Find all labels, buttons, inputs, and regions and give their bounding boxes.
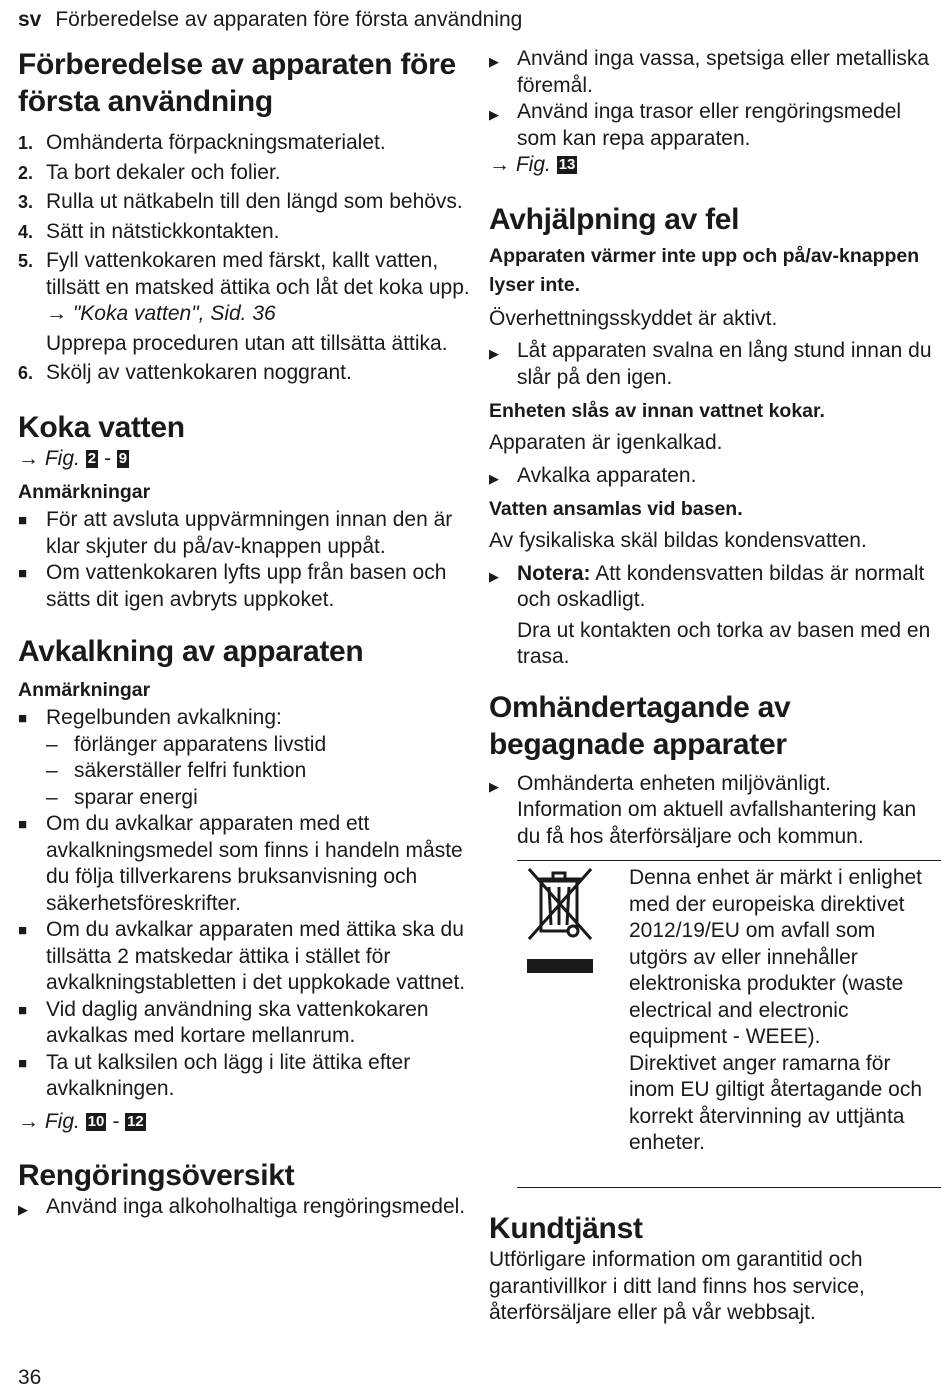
fault-title: Vatten ansamlas vid basen.	[489, 498, 743, 520]
fault-cause: Överhettningsskyddet är aktivt.	[489, 306, 778, 330]
square-bullet-icon: ■	[18, 565, 28, 582]
list-item: ▶ Omhänderta enheten miljövänligt.	[489, 771, 941, 798]
fault-title: Enheten slås av innan vattnet kokar.	[489, 400, 825, 422]
square-bullet-icon: ■	[18, 1001, 28, 1019]
section-heading-troubleshooting: Avhjälpning av fel	[489, 202, 740, 236]
list-item: ▶ Låt apparaten svalna en lång stund innan du slår på den igen.	[489, 339, 932, 389]
triangle-bullet-icon: ▶	[489, 470, 499, 486]
figure-badge: 12	[127, 1112, 144, 1130]
list-item: 6. Skölj av vattenkokaren noggrant.	[18, 361, 352, 384]
list-item: ■ Om du avkalkar apparaten med ett avkalkningsmedel som finns i handeln måste du följa tillverkarens bruksanvisning och säkerhetsföreskrifter.	[18, 812, 463, 915]
page-number: 36	[18, 1366, 42, 1389]
figure-badge: 10	[87, 1112, 105, 1130]
list-item: ■ Om du avkalkar apparaten med ättika ska du tillsätta 2 matskedar ättika i stället för avkalkningstabletten i det uppkokade vattnet.	[18, 918, 466, 994]
language-code: sv	[18, 8, 42, 31]
dash-bullet-icon: –	[46, 785, 58, 809]
service-text: Utförligare information om garantitid och garantivillkor i ditt land finns hos service, återförsäljare eller på vår webbsajt.	[489, 1248, 865, 1324]
running-header	[18, 8, 522, 32]
notes-title: Anmärkningar	[18, 481, 151, 503]
square-bullet-icon: ■	[18, 512, 28, 529]
square-bullet-icon: ■	[18, 816, 28, 833]
triangle-bullet-icon: ▶	[489, 54, 499, 69]
left-column	[18, 46, 470, 1221]
fault-title: Apparaten värmer inte upp och på/av-knappen lyser inte.	[489, 244, 920, 296]
fault-fix: Dra ut kontakten och torka av basen med en trasa.	[517, 618, 931, 668]
list-item: ■ Vid daglig användning ska vattenkokaren avkalkas med kortare mellanrum.	[18, 997, 429, 1047]
list-item: 4. Sätt in nätstickkontakten.	[18, 219, 280, 243]
figure-badge: 13	[558, 156, 576, 173]
list-item: – förlänger apparatens livstid	[18, 732, 470, 759]
list-item: 5. Fyll vattenkokaren med färskt, kallt vatten, tillsätt en matsked ättika och låt det koka upp.	[18, 249, 470, 299]
figure-badge: 2	[87, 449, 97, 467]
section-heading-disposal: Omhändertagande av begagnade apparater	[489, 690, 791, 761]
list-item: ▶ Notera: Att kondensvatten bildas är normalt och oskadligt.	[489, 561, 925, 611]
list-item: 1. Omhänderta förpackningsmaterialet.	[18, 131, 386, 154]
list-item: ■ För att avsluta uppvärmningen innan den är klar skjuter du på/av-knappen uppåt.	[18, 508, 453, 558]
square-bullet-icon: ■	[18, 922, 28, 939]
crossed-bin-icon	[525, 867, 595, 979]
list-item: ▶ Avkalka apparaten.	[489, 463, 941, 490]
figure-reference: → Fig. 2 - 9	[18, 446, 128, 470]
list-item: ▶ Använd inga trasor eller rengöringsmedel som kan repa apparaten.	[489, 100, 902, 150]
fault-cause: Av fysikaliska skäl bildas kondensvatten.	[489, 529, 867, 552]
cross-reference: → "Koka vatten", Sid. 36	[46, 302, 276, 325]
notes-title: Anmärkningar	[18, 679, 151, 701]
section-heading-cleaning: Rengöringsöversikt	[18, 1159, 295, 1192]
list-item: ▶ Använd inga alkoholhaltiga rengöringsmedel.	[18, 1194, 470, 1221]
figure-badge: 9	[118, 449, 128, 467]
square-bullet-icon: ■	[18, 710, 28, 727]
repeat-note: Upprepa proceduren utan att tillsätta ättika.	[46, 331, 448, 355]
section-heading-service: Kundtjänst	[489, 1212, 643, 1245]
weee-notice	[517, 860, 941, 1188]
disposal-info: Information om aktuell avfallshantering kan du få hos återförsäljare och kommun.	[517, 798, 917, 848]
section-heading-descale: Avkalkning av apparaten	[18, 635, 364, 668]
list-item: ■ Regelbunden avkalkning:	[18, 705, 470, 732]
list-item: ■ Ta ut kalksilen och lägg i lite ättika efter avkalkningen.	[18, 1050, 411, 1100]
dash-bullet-icon: –	[46, 759, 58, 782]
list-item: ■ Om vattenkokaren lyfts upp från basen och sätts dit igen avbryts uppkoket.	[18, 561, 447, 611]
triangle-bullet-icon: ▶	[489, 107, 499, 122]
list-item: ▶ Använd inga vassa, spetsiga eller metalliska föremål.	[489, 47, 930, 97]
triangle-bullet-icon: ▶	[489, 778, 499, 794]
figure-reference: → Fig. 13	[489, 153, 576, 176]
triangle-bullet-icon: ▶	[489, 568, 499, 584]
right-column	[489, 46, 941, 1327]
section-heading-boil: Koka vatten	[18, 410, 185, 444]
triangle-bullet-icon: ▶	[18, 1202, 28, 1217]
list-item: – säkerställer felfri funktion	[18, 758, 470, 785]
header-title: Förberedelse av apparaten före första användning	[55, 8, 523, 31]
list-item: 3. Rulla ut nätkabeln till den längd som behövs.	[18, 190, 463, 213]
fault-cause: Apparaten är igenkalkad.	[489, 431, 723, 454]
section-heading-preparation: Förberedelse av apparaten före första användning	[18, 48, 456, 118]
triangle-bullet-icon: ▶	[489, 346, 499, 361]
weee-text: Denna enhet är märkt i enlighet med der europeiska direktivet 2012/19/EU om avfall som utgörs av eller innehåller elektroniska produkter (waste electrical and electronic equipment - WEEE). Direktivet anger ramarna för inom EU giltigt återtagande och korrekt återvinning av uttjänta enheter.	[629, 866, 923, 1154]
dash-bullet-icon: –	[46, 732, 58, 756]
figure-reference: → Fig. 10 - 12	[18, 1109, 144, 1133]
list-item: 2. Ta bort dekaler och folier.	[18, 160, 281, 184]
square-bullet-icon: ■	[18, 1054, 28, 1072]
list-item: – sparar energi	[18, 785, 470, 812]
